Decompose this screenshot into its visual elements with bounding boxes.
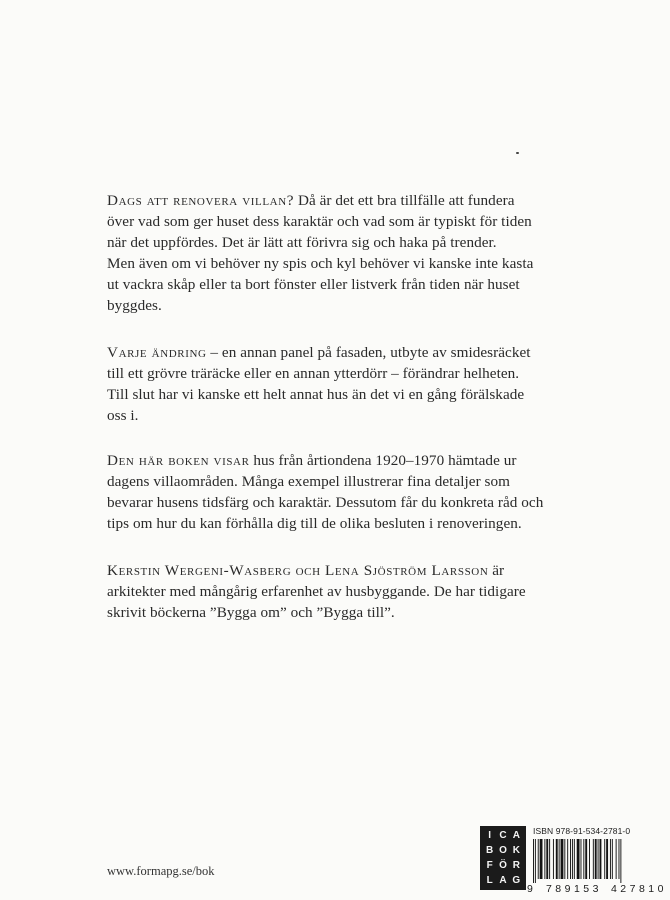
barcode-digits-right: 427810 — [610, 883, 667, 895]
paragraph-authors — [107, 560, 572, 623]
paragraph-line: tips om hur du kan förhålla dig till de olika besluten i renoveringen. — [107, 515, 522, 532]
barcode-bar — [538, 839, 539, 879]
print-speck — [516, 152, 519, 154]
paragraph-line: Då är det ett bra tillfälle att fundera — [294, 192, 515, 209]
barcode-bar — [612, 839, 613, 879]
logo-letter: R — [512, 859, 520, 871]
paragraph-lead: Kerstin Wergeni-Wasberg och Lena Sjöström Larsson — [107, 562, 489, 579]
barcode-bar — [553, 839, 554, 879]
barcode-bar — [561, 839, 564, 879]
logo-letter: I — [488, 829, 492, 841]
paragraph-lead: Dags att renovera villan? — [107, 192, 295, 209]
barcode-bar — [619, 839, 620, 879]
paragraph-line: när det uppfördes. Det är lätt att förivra sig och haka på trender. — [107, 234, 497, 251]
logo-letter: A — [499, 874, 507, 886]
paragraph-line: Till slut har vi kanske ett helt annat hus än det vi en gång förälskade — [107, 386, 525, 403]
paragraph-line: – en annan panel på fasaden, utbyte av smidesräcket — [206, 344, 531, 361]
paragraph-line: dagens villaområden. Många exempel illustrerar fina detaljer som — [107, 473, 510, 490]
paragraph-line: ut vackra skåp eller ta bort fönster eller listverk från tiden när huset — [107, 276, 520, 293]
barcode-bar — [546, 839, 548, 879]
paragraph-renovate — [107, 190, 572, 316]
paragraph-lead: Den här boken visar — [107, 452, 250, 469]
barcode-bar — [595, 839, 597, 879]
logo-letter: L — [486, 874, 493, 886]
isbn-barcode — [533, 839, 665, 883]
paragraph-line: bevarar husens tidsfärg och karaktär. Dessutom får du konkreta råd och — [107, 494, 544, 511]
barcode-bar — [604, 839, 605, 879]
barcode-bar — [572, 839, 573, 879]
barcode-digits — [527, 883, 667, 895]
barcode-bar — [616, 839, 617, 879]
barcode-bar — [620, 839, 621, 883]
paragraph-line: byggdes. — [107, 297, 162, 314]
barcode-bar — [567, 839, 568, 879]
barcode-bar — [549, 839, 550, 879]
barcode-digits-left: 789153 — [545, 883, 602, 895]
logo-letter: B — [486, 844, 494, 856]
barcode-bar — [556, 839, 558, 879]
logo-letter: K — [512, 844, 520, 856]
logo-letter: A — [512, 829, 520, 841]
paragraph-line: Men även om vi behöver ny spis och kyl behöver vi kanske inte kasta — [107, 255, 534, 272]
logo-letter: G — [512, 874, 521, 886]
barcode-bar — [540, 839, 543, 879]
paragraph-line: hus från årtiondena 1920–1970 hämtade ur — [249, 452, 517, 469]
logo-letter: C — [499, 829, 507, 841]
paragraph-line: är — [488, 562, 505, 579]
barcode-bar — [585, 839, 587, 879]
barcode-bar — [600, 839, 602, 879]
barcode-bar — [544, 839, 545, 879]
barcode-bar — [574, 839, 575, 879]
ica-bokforlag-logo — [480, 826, 526, 890]
paragraph-line: arkitekter med mångårig erfarenhet av husbyggande. De har tidigare — [107, 583, 526, 600]
barcode-bar — [577, 839, 580, 879]
barcode-bar — [598, 839, 599, 879]
isbn-label: ISBN 978-91-534-2781-0 — [533, 826, 631, 836]
logo-letter: O — [499, 844, 507, 856]
paragraph-line: till ett grövre träräcke eller en annan ytterdörr – förändrar helheten. — [107, 365, 520, 382]
barcode-bar — [606, 839, 608, 879]
barcode-bar — [564, 839, 565, 879]
paragraph-lead: Varje ändring — [107, 344, 207, 361]
barcode-bar — [581, 839, 582, 879]
logo-letter: Ö — [499, 859, 507, 871]
paragraph-every-change — [107, 342, 572, 426]
publisher-url[interactable]: www.formapg.se/bok — [107, 864, 215, 878]
paragraph-this-book — [107, 450, 572, 534]
paragraph-line: över vad som ger huset dess karaktär och vad som är typiskt för tiden — [107, 213, 532, 230]
barcode-bar — [589, 839, 590, 879]
barcode-bar — [610, 839, 611, 879]
barcode-bar — [533, 839, 534, 883]
paragraph-line: oss i. — [107, 407, 139, 424]
barcode-bar — [535, 839, 536, 883]
barcode-bar — [570, 839, 571, 879]
barcode-digit-first: 9 — [527, 883, 533, 895]
barcode-bar — [593, 839, 594, 879]
barcode-bar — [583, 839, 584, 879]
barcode-bar — [559, 839, 560, 879]
paragraph-line: skrivit böckerna ”Bygga om” och ”Bygga till”. — [107, 604, 395, 621]
logo-letter: F — [486, 859, 493, 871]
